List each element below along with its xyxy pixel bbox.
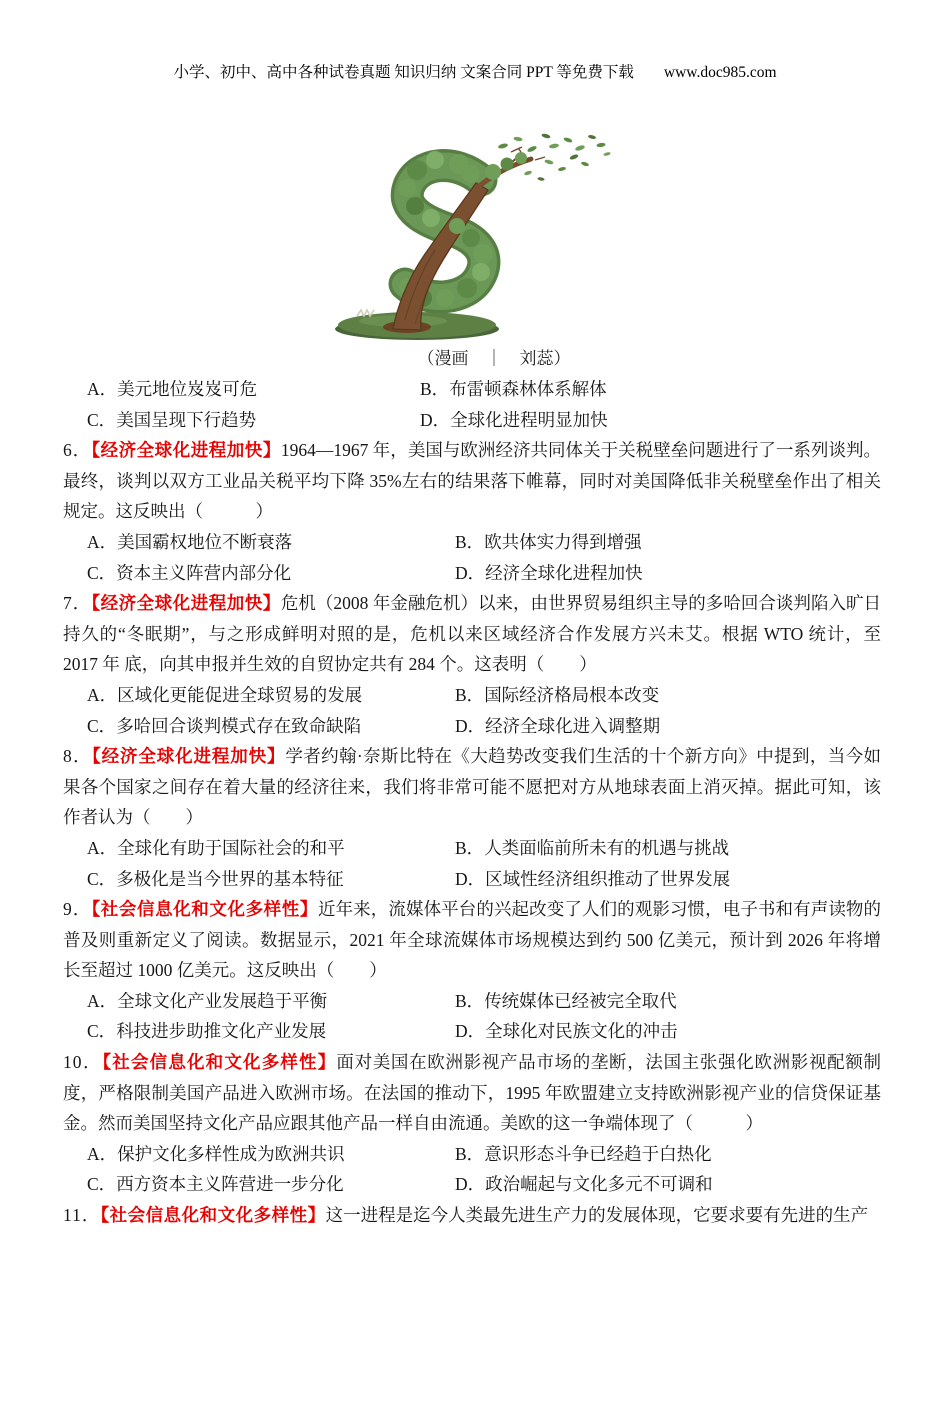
option-b: B．人类面临前所未有的机遇与挑战 [455, 837, 730, 858]
option-a: A．美元地位岌岌可危 [87, 379, 258, 399]
question-11-stem [63, 1200, 881, 1231]
question-9-stem [63, 894, 881, 986]
question-number: 10． [63, 1052, 103, 1073]
question-text: 危机（2008 年金融危机）以来，由世界贸易组织主导的多哈回合谈判陷入旷日持久的“冬眠期”，与之形成鲜明对照的是，危机以来区域经济合作发展方兴未艾。根据 WTO 统计，至 2017 年 底，向其申报并生效的自贸协定共有 284 个。这表明（ ） [63, 593, 882, 675]
document-body [63, 130, 881, 1231]
question-number: 7． [63, 593, 92, 614]
question-text: 1964—1967 年，美国与欧洲经济共同体关于关税壁垒问题进行了一系列谈判。最终，谈判以双方工业品关税平均下降 35%左右的结果落下帷幕，同时对美国降低非关税壁垒作出了相关规定。这反映出（ ） [63, 440, 882, 522]
question-6 [63, 435, 881, 588]
option-c: C．多哈回合谈判模式存在致命缺陷 [87, 715, 362, 736]
question-number: 9． [63, 899, 92, 920]
header-promo-text: 小学、初中、高中各种试卷真题 知识归纳 文案合同 PPT 等免费下载 [173, 64, 634, 81]
question-6-options-row-2 [63, 558, 881, 589]
question-number: 8． [63, 746, 92, 767]
blowing-leaves [498, 133, 611, 181]
prev-question-options-row-1 [63, 374, 881, 405]
option-c: C．多极化是当今世界的基本特征 [87, 868, 344, 889]
question-topic-tag: 【经济全球化进程加快】 [91, 593, 281, 614]
question-10 [63, 1047, 881, 1200]
cartoon-figure [63, 130, 881, 342]
question-10-options-row-1 [63, 1139, 881, 1170]
option-b: B．布雷顿森林体系解体 [420, 379, 607, 399]
option-d: D．政治崛起与文化多元不可调和 [455, 1174, 713, 1195]
option-d: D．区域性经济组织推动了世界发展 [455, 868, 731, 889]
option-d: D．全球化对民族文化的冲击 [455, 1021, 678, 1042]
option-b: B．欧共体实力得到增强 [455, 531, 642, 552]
question-7-options-row-2 [63, 711, 881, 742]
question-8 [63, 741, 881, 894]
question-8-options-row-1 [63, 833, 881, 864]
option-d: D．全球化进程明显加快 [420, 409, 608, 430]
question-8-options-row-2 [63, 864, 881, 895]
option-a: A．全球化有助于国际社会的和平 [87, 837, 345, 858]
question-text: 面对美国在欧洲影视产品市场的垄断，法国主张强化欧洲影视配额制度，严格限制美国产品进入欧洲市场。在法国的推动下，1995 年欧盟建立支持欧洲影视产业的信贷保证基金。然而美国坚持文化产品应跟其他产品一样自由流通。美欧的这一争端体现了（ ） [63, 1052, 882, 1134]
prev-question-options-row-2 [63, 405, 881, 436]
question-text: 学者约翰·奈斯比特在《大趋势改变我们生活的十个新方向》中提到，当今如果各个国家之间存在着大量的经济往来，我们将非常可能不愿把对方从地球表面上消灭掉。据此可知，该作者认为（ ） [63, 746, 882, 828]
option-a: A．美国霸权地位不断衰落 [87, 531, 293, 552]
question-7 [63, 588, 881, 741]
page-header [0, 60, 950, 82]
option-c: C．科技进步助推文化产业发展 [87, 1021, 327, 1042]
question-text: 这一进程是迄今人类最先进生产力的发展体现，它要求要有先进的生产 [325, 1205, 869, 1226]
question-6-options-row-1 [63, 527, 881, 558]
option-c: C．西方资本主义阵营进一步分化 [87, 1174, 344, 1195]
question-topic-tag: 【经济全球化进程加快】 [91, 440, 281, 461]
question-10-stem [63, 1047, 881, 1139]
question-10-options-row-2 [63, 1169, 881, 1200]
question-7-stem [63, 588, 881, 680]
question-topic-tag: 【社会信息化和文化多样性】 [102, 1052, 337, 1073]
question-topic-tag: 【社会信息化和文化多样性】 [91, 899, 318, 920]
cartoon-caption: （漫画 ｜ 刘蕊） [417, 349, 571, 368]
question-9-options-row-2 [63, 1016, 881, 1047]
dollar-tree-cartoon-image [335, 130, 615, 342]
option-a: A．保护文化多样性成为欧洲共识 [87, 1143, 345, 1164]
option-d: D．经济全球化进程加快 [455, 562, 643, 583]
question-9-options-row-1 [63, 986, 881, 1017]
option-c: C．资本主义阵营内部分化 [87, 562, 292, 583]
option-b: B．国际经济格局根本改变 [455, 684, 660, 705]
option-b: B．传统媒体已经被完全取代 [455, 990, 677, 1011]
question-9 [63, 894, 881, 1047]
question-number: 6． [63, 440, 92, 461]
question-number: 11． [63, 1205, 101, 1226]
question-topic-tag: 【社会信息化和文化多样性】 [100, 1205, 326, 1226]
option-a: A．全球文化产业发展趋于平衡 [87, 990, 328, 1011]
question-6-stem [63, 435, 881, 527]
question-8-stem [63, 741, 881, 833]
question-topic-tag: 【经济全球化进程加快】 [92, 746, 286, 767]
option-b: B．意识形态斗争已经趋于白热化 [455, 1143, 712, 1164]
header-site-url: www.doc985.com [663, 64, 777, 81]
option-d: D．经济全球化进入调整期 [455, 715, 661, 736]
option-c: C．美国呈现下行趋势 [87, 409, 257, 430]
question-11 [63, 1200, 881, 1231]
question-text: 近年来，流媒体平台的兴起改变了人们的观影习惯，电子书和有声读物的普及则重新定义了阅读。数据显示，2021 年全球流媒体市场规模达到约 500 亿美元，预计到 2026 年将增长至超过 1000 亿美元。这反映出（ ） [63, 899, 882, 981]
option-a: A．区域化更能促进全球贸易的发展 [87, 684, 363, 705]
question-7-options-row-1 [63, 680, 881, 711]
